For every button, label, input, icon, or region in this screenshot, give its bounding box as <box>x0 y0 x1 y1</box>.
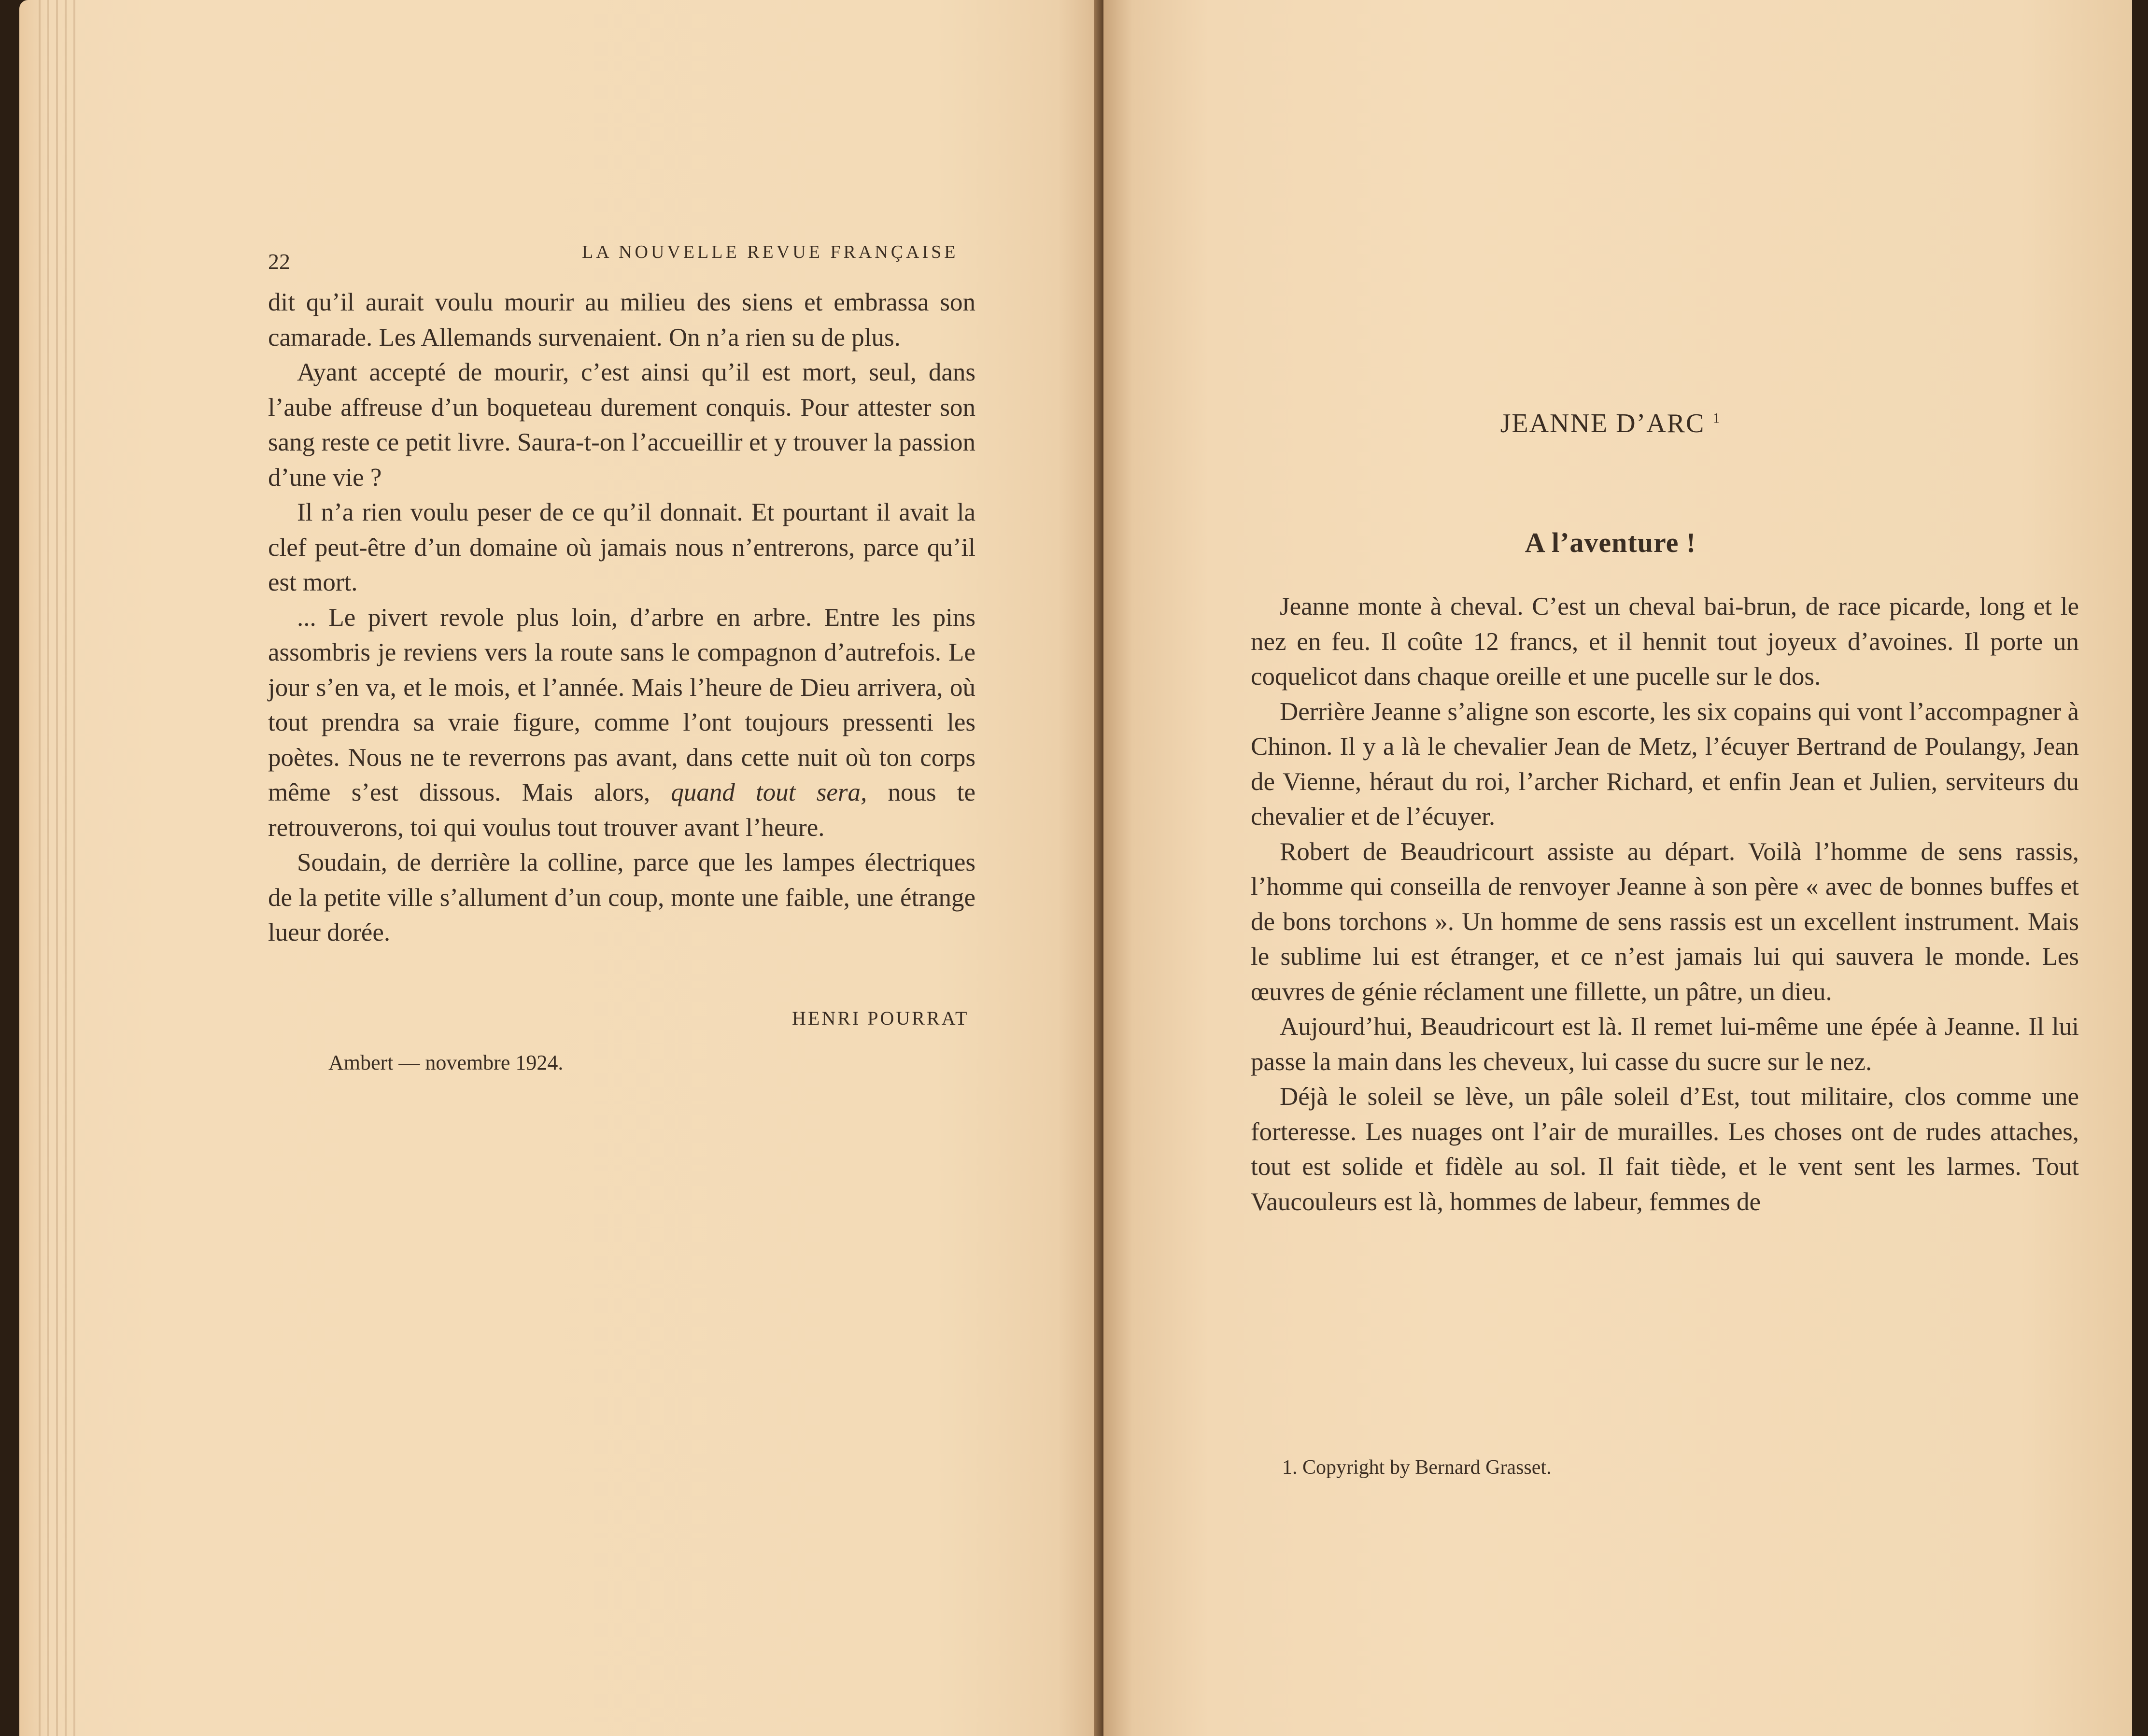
left-paragraph-2: Ayant accepté de mourir, c’est ainsi qu’il est mort, seul, dans l’aube affreuse d’un boqueteau durement conquis. Pour attester son sang reste ce petit livre. Saura-t-on l’accueillir et y trouver la passion d’une vie ? <box>268 358 975 492</box>
right-paragraph-2: Derrière Jeanne s’aligne son escorte, les six copains qui vont l’accompagner à Chinon. Il y a là le chevalier Jean de Metz, l’écuyer Bertrand de Poulangy, Jean de Vienne, héraut du roi, l’archer Richard, et enfin Jean et Julien, serviteurs du chevalier et de l’écuyer. <box>1251 697 2079 831</box>
dateline: Ambert — novembre 1924. <box>328 1051 564 1074</box>
author-signature: HENRI POURRAT <box>792 1007 969 1029</box>
left-paragraph-5: Soudain, de derrière la colline, parce que les lampes électriques de la petite ville s’allument d’un coup, monte une faible, une étrange lueur dorée. <box>268 848 975 946</box>
right-paragraph-3: Robert de Beaudricourt assiste au départ. Voilà l’homme de sens rassis, l’homme qui conseilla de renvoyer Jeanne à son père « avec de bonnes buffes et de bons torchons ». Un homme de sens rassis est un excellent instrument. Mais le sublime lui est étranger, et ce n’est jamais lui qui sauvera le monde. Les œuvres de génie réclament une fillette, un pâtre, un dieu. <box>1251 837 2079 1006</box>
chapter-note-mark: 1 <box>1712 410 1721 426</box>
right-text-block <box>1251 589 2079 1219</box>
left-paragraph-4-part-2: nous te retrouverons, toi qui voulus tout trouver avant l’heure. <box>268 778 976 842</box>
left-paragraph-4 <box>268 600 975 846</box>
left-page-number: 22 <box>268 249 290 274</box>
left-page <box>19 0 1103 1736</box>
right-paragraph-5: Déjà le soleil se lève, un pâle soleil d’Est, tout militaire, clos comme une forteresse. Les nuages ont l’air de murailles. Les choses ont de rudes attaches, tout est solide et fidèle au sol. Il fait tiède, et le vent sent les larmes. Tout Vaucouleurs est là, hommes de labeur, femmes de <box>1251 1083 2079 1216</box>
left-paragraph-3: Il n’a rien voulu peser de ce qu’il donnait. Et pourtant il avait la clef peut-être d’un domaine où jamais nous n’entrerons, parce qu’il est mort. <box>268 498 975 596</box>
chapter-title <box>1441 408 1780 439</box>
left-text-block <box>268 285 975 950</box>
chapter-title-text: JEANNE D’ARC <box>1500 409 1705 438</box>
footnote: 1. Copyright by Bernard Grasset. <box>1282 1456 1552 1479</box>
section-title: A l’aventure ! <box>1525 527 1696 558</box>
left-running-head: LA NOUVELLE REVUE FRANÇAISE <box>582 242 959 262</box>
right-paragraph-1: Jeanne monte à cheval. C’est un cheval bai-brun, de race picarde, long et le nez en feu. Il coûte 12 francs, et il hennit tout joyeux d’avoines. Il porte un coquelicot dans chaque oreille et une pucelle sur le dos. <box>1251 593 2079 691</box>
left-paragraph-4-italic: quand tout sera, <box>671 778 867 806</box>
right-page <box>1103 0 2132 1736</box>
left-paragraph-4-part-1: ... Le pivert revole plus loin, d’arbre en arbre. Entre les pins assombris je reviens vers la route sans le compagnon d’autrefois. Le jour s’en va, et le mois, et l’année. Mais l’heure de Dieu arrivera, où tout prendra sa vraie figure, comme l’ont toujours pressenti les poètes. Nous ne te reverrons pas avant, dans cette nuit où ton corps même s’est dissous. Mais alors, <box>268 603 975 806</box>
left-paragraph-1: dit qu’il aurait voulu mourir au milieu des siens et embrassa son camarade. Les Allemands survenaient. On n’a rien su de plus. <box>268 288 975 352</box>
page-edge-texture <box>39 0 82 1736</box>
right-paragraph-4: Aujourd’hui, Beaudricourt est là. Il remet lui-même une épée à Jeanne. Il lui passe la main dans les cheveux, lui casse du sucre sur le nez. <box>1251 1013 2079 1076</box>
